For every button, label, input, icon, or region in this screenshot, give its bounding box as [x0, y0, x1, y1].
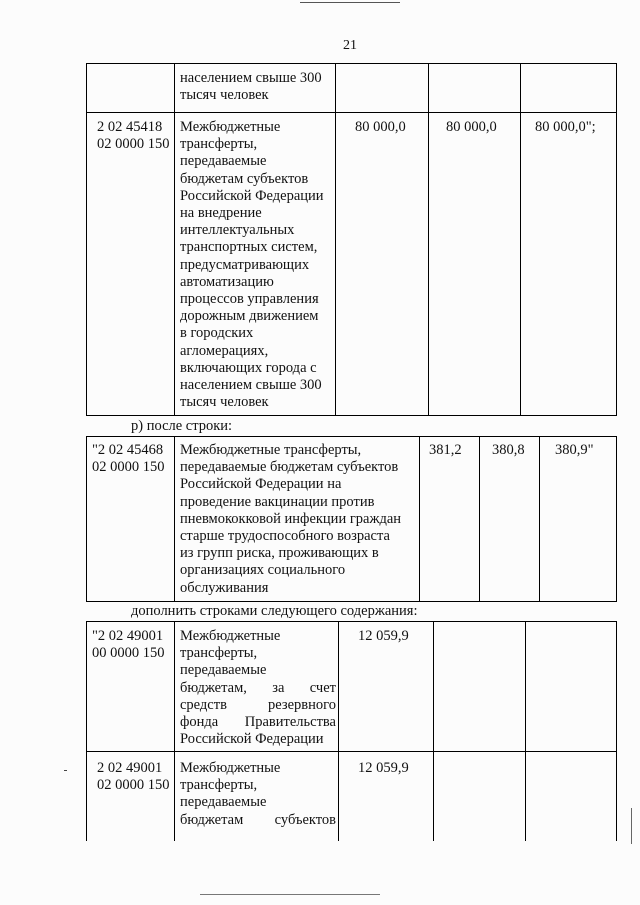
page-number: 21 [343, 38, 357, 53]
budget-code: "2 02 45468 02 0000 150 [92, 442, 165, 476]
row-description: Межбюджетные трансферты, передаваемые бюджетам, за счет средств резервного фонда Правительства Российской Федерации [180, 628, 336, 748]
row-description: населением свыше 300 тысяч человек [180, 70, 322, 104]
value-year-2: 80 000,0 [446, 119, 497, 135]
scan-artifact-right [631, 808, 632, 844]
budget-code: "2 02 49001 00 0000 150 [92, 628, 165, 662]
budget-code: 2 02 45418 02 0000 150 [97, 119, 170, 153]
value-year-1: 12 059,9 [358, 760, 409, 776]
value-year-3: 380,9" [555, 442, 594, 458]
value-year-1: 80 000,0 [355, 119, 406, 135]
value-year-1: 12 059,9 [358, 628, 409, 644]
row-description: Межбюджетные трансферты, передаваемые бюджетам субъектов Российской Федерации на внедрение интеллектуальных транспортных систем, предусматривающих автоматизацию процессов управления дорожным движением в городских агломерациях, включающих города с населением свыше 300 тысяч человек [180, 119, 324, 411]
value-year-2: 380,8 [492, 442, 525, 458]
value-year-1: 381,2 [429, 442, 462, 458]
scan-artifact-bottom [200, 894, 380, 895]
instruction-add-lines: дополнить строками следующего содержания: [131, 603, 418, 619]
instruction-after-line: р) после строки: [131, 418, 233, 434]
budget-code: 2 02 49001 02 0000 150 [97, 760, 170, 794]
scan-artifact [300, 2, 400, 3]
margin-mark [64, 770, 67, 771]
value-year-3: 80 000,0"; [535, 119, 596, 135]
row-description: Межбюджетные трансферты, передаваемые бюджетам субъектов [180, 760, 336, 828]
row-description: Межбюджетные трансферты, передаваемые бюджетам субъектов Российской Федерации на проведение вакцинации против пневмококковой инфекции граждан старше трудоспособного возраста из групп риска, проживающих в организациях социального обслуживания [180, 442, 402, 596]
